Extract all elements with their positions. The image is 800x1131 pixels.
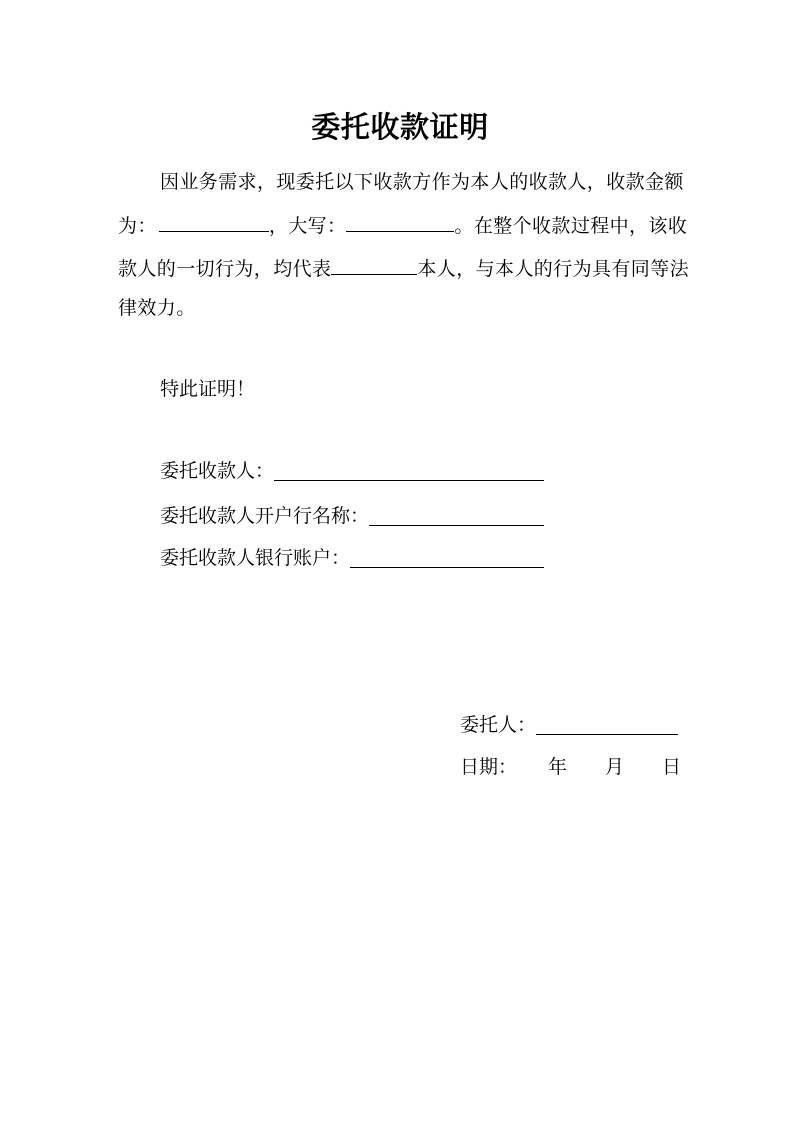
amount-blank [159,213,269,232]
payee-blank [274,462,544,481]
amount-uppercase-blank [346,213,454,232]
body-text-line-1: 因业务需求，现委托以下收款方作为本人的收款人，收款金额 [160,172,684,193]
body-line-2 [118,213,687,237]
amount-label: 为： [118,216,157,237]
document-title: 委托收款证明 [311,112,489,144]
signature-field [460,714,678,738]
payee-label: 委托收款人： [160,461,275,482]
body-line-4 [118,297,196,321]
bank-account-blank [350,549,544,568]
body-line-1 [160,171,684,195]
closing-statement [160,378,255,402]
body-text-line-3-start: 款人的一切行为，均代表 [118,259,332,280]
body-line-3 [118,256,689,280]
body-text-line-4: 律效力。 [118,298,196,319]
date-day: 日 [662,757,682,778]
bank-name-field [160,505,544,529]
bank-name-label: 委托收款人开户行名称： [160,506,370,527]
date-month: 月 [605,757,625,778]
payee-field [160,460,544,484]
bank-account-label: 委托收款人银行账户： [160,548,351,569]
date-label: 日期： [460,757,518,778]
bank-name-blank [369,507,544,526]
bank-account-field [160,547,544,571]
body-text-line-3-end: 本人，与本人的行为具有同等法 [417,259,690,280]
represented-party-blank [331,256,417,275]
date-field [460,756,681,780]
amount-uppercase-label: ，大写： [268,216,347,237]
closing-text: 特此证明！ [160,379,256,400]
signature-label: 委托人： [460,715,537,736]
body-text-line-2-end: 。在整个收款过程中，该收 [454,216,688,237]
date-year: 年 [548,757,568,778]
signature-blank [536,716,678,735]
